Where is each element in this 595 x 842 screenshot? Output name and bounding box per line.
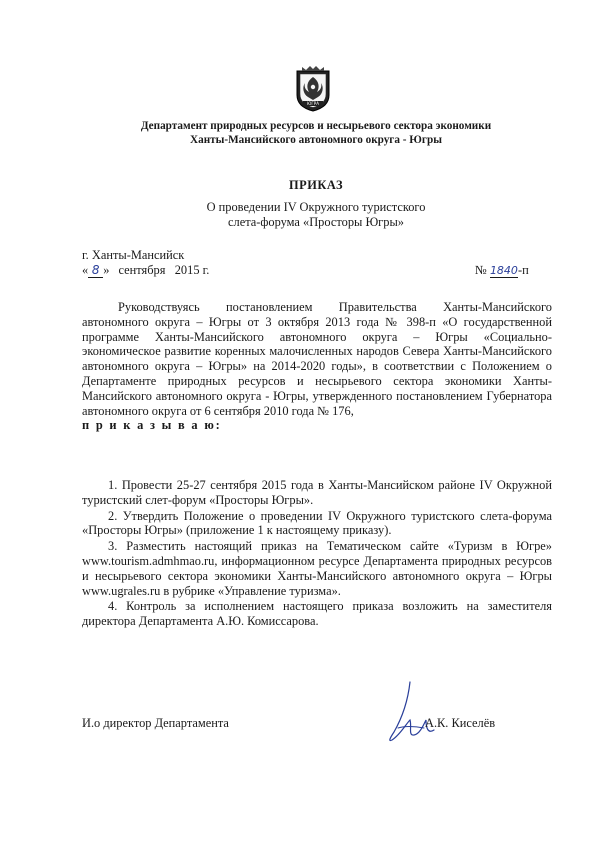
place: г. Ханты-Мансийск (82, 248, 185, 262)
order-subject (60, 200, 572, 229)
order-subject-line-1: О проведении IV Окружного туристского (206, 200, 426, 214)
number-suffix: -п (517, 263, 529, 277)
order-number (475, 263, 529, 278)
order-items (82, 478, 552, 630)
date-day-handwritten: 8 (88, 263, 103, 278)
command-word: п р и к а з ы в а ю: (82, 418, 222, 433)
department-header (60, 120, 572, 147)
order-item-4: 4. Контроль за исполнением настоящего приказа возложить на заместителя директора Департамента А.Ю. Комиссарова. (82, 599, 552, 629)
order-title: ПРИКАЗ (288, 178, 343, 192)
preamble-paragraph (82, 300, 552, 418)
order-item-3: 3. Разместить настоящий приказ на Тематическом сайте «Туризм в Югре» www.tourism.admhmao.ru, информационном ресурсе Департамента природных ресурсов и несырьевого сектора экономики Ханты-Мансийского автономного округа – Югры www.ugrales.ru в рубрике «Управление туризма». (82, 539, 552, 598)
department-line-1: Департамент природных ресурсов и несырьевого сектора экономики (140, 120, 492, 132)
handwritten-signature-icon (380, 680, 440, 750)
signatory-position: И.о директор Департамента (82, 716, 229, 730)
order-preamble (82, 300, 552, 433)
number-prefix: № (475, 263, 487, 277)
order-item-2: 2. Утвердить Положение о проведении IV Окружного туристского слета-форума «Просторы Югры» (приложение 1 к настоящему приказу). (82, 508, 552, 538)
preamble-text: Руководствуясь постановлением Правительства Ханты-Мансийского автономного округа – Югры от 3 октября 2013 года № 398-п «О государственной программе Ханты-Мансийского автономного округа – Югры «Социально-экономическое развитие коренных малочисленных народов Севера Ханты-Мансийского автономного округа – Югры» на 2014-2020 годы», в соответствии с Положением о Департаменте природных ресурсов и несырьевого сектора экономики Ханты-Мансийского автономного округа - Югры, утвержденного постановлением Губернатора автономного округа от 6 сентября 2010 года № 176, (82, 300, 552, 418)
order-date (82, 263, 209, 278)
department-line-2: Ханты-Мансийского автономного округа - Югры (190, 133, 442, 146)
date-close-quote: » (103, 263, 110, 277)
coat-of-arms-icon (294, 65, 332, 113)
order-item-1: 1. Провести 25-27 сентября 2015 года в Ханты-Мансийском районе IV Окружной туристский слет-форум «Просторы Югры». (82, 478, 552, 507)
signatory-name: А.К. Киселёв (425, 716, 496, 730)
order-subject-line-2: слета-форума «Просторы Югры» (228, 214, 404, 229)
date-open-quote: « (82, 263, 89, 277)
number-handwritten: 1840 (489, 264, 518, 277)
date-month-year: сентября 2015 г. (118, 263, 210, 277)
crest-text: ЮГРА (307, 101, 319, 107)
